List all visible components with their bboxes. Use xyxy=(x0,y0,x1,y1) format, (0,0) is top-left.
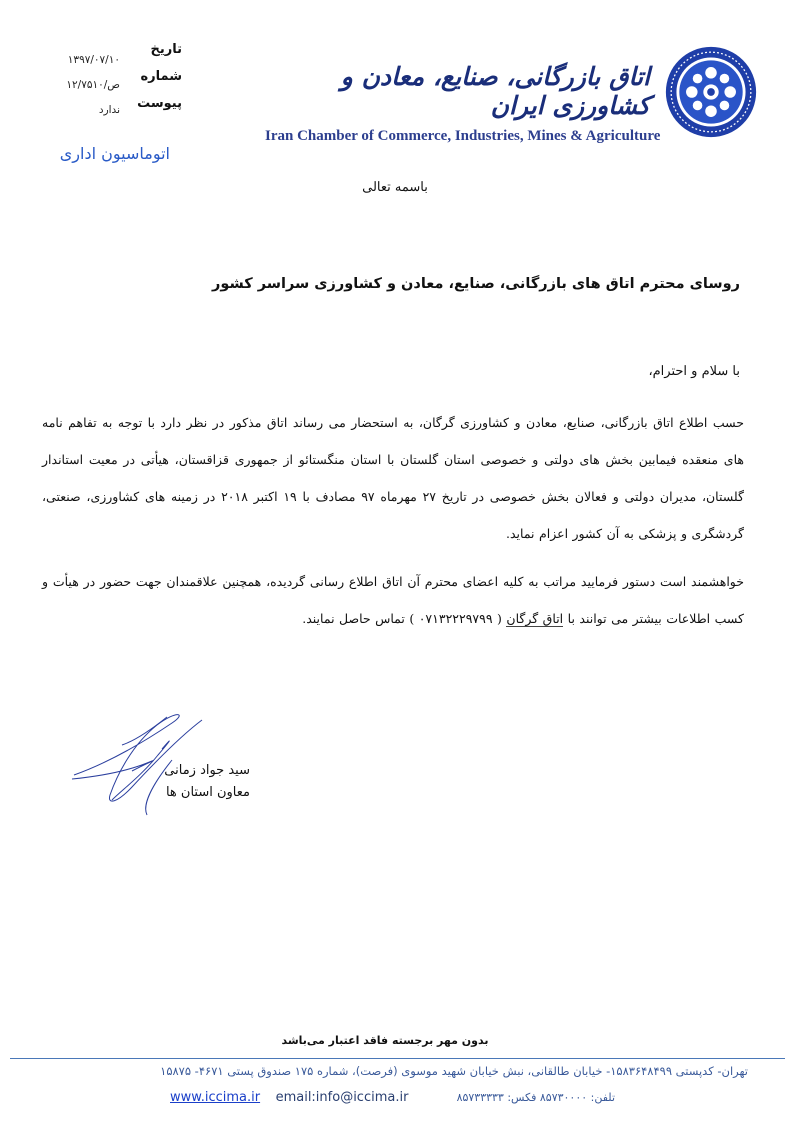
signer-title: معاون استان ها xyxy=(165,785,250,800)
stamp-validity-note: بدون مهر برجسته فاقد اعتبار می‌باشد xyxy=(281,1034,489,1047)
date-value: ۱۳۹۷/۰۷/۱۰ xyxy=(67,54,120,66)
signer-block xyxy=(100,760,250,804)
org-name-english: Iran Chamber of Commerce, Industries, Mines & Agriculture xyxy=(265,128,661,144)
bismillah: باسمه تعالی xyxy=(362,180,428,195)
greeting: با سلام و احترام، xyxy=(648,364,740,379)
number-label: شماره xyxy=(140,69,182,84)
footer-contacts xyxy=(150,1090,615,1105)
attachment-value: ندارد xyxy=(98,104,120,116)
automation-label: اتوماسیون اداری xyxy=(59,144,170,163)
body-paragraph-1: حسب اطلاع اتاق بازرگانی، صنایع، معادن و کشاورزی گرگان، به استحضار می رساند اتاق مذکور در نظر دارد با توجه به تفاهم نامه های منعقده فیمابین بخش های دولتی و خصوصی استان گلستان با استان منگستائو از جمهوری قزاقستان، هیأتی در معیت استاندار گلستان، مدیران دولتی و فعالان بخش خصوصی در تاریخ ۲۷ مهرماه ۹۷ مصادف با ۱۹ اکتبر ۲۰۱۸ در زمینه های کشاورزی، صنعتی، گردشگری و پزشکی به آن کشور اعزام نماید. xyxy=(42,415,745,541)
email-text: email:info@iccima.ir xyxy=(275,1090,409,1105)
letter-meta-values xyxy=(40,48,120,123)
body-paragraph-2 xyxy=(42,563,744,637)
number-value: ۱۲/۷۵۱۰/ص xyxy=(66,79,120,91)
signer-name: سید جواد زمانی xyxy=(164,763,250,778)
highlighted-chamber-name: اتاق گرگان xyxy=(506,611,564,626)
date-label: تاریخ xyxy=(150,42,182,57)
website-link[interactable]: www.iccima.ir xyxy=(170,1090,261,1105)
paragraph-2-text: خواهشمند است دستور فرمایید مراتب به کلیه اعضای محترم آن اتاق اطلاع رسانی گردیده، همچنین علاقمندان جهت حضور در هیأت و کسب اطلاعات بیشتر می توانند با xyxy=(42,574,744,626)
footer-address: تهران- کدپستی ۱۵۸۳۶۴۸۴۹۹- خیابان طالقانی، نبش خیابان شهید موسوی (فرصت)، شماره ۱۷۵ صندوق پستی ۴۶۷۱- ۱۵۸۷۵ xyxy=(160,1064,748,1078)
letter-recipient: روسای محترم اتاق های بازرگانی، صنایع، معادن و کشاورزی سراسر کشور xyxy=(212,276,740,292)
paragraph-2-contact: ( ۰۷۱۳۲۲۲۹۷۹۹ ) تماس حاصل نمایند. xyxy=(302,611,502,626)
org-name-persian: اتاق بازرگانی، صنایع، معادن و کشاورزی ایران xyxy=(340,62,650,120)
attachment-label: پیوست xyxy=(137,96,182,111)
iccima-emblem-icon xyxy=(663,44,759,140)
phone-fax: تلفن: ۸۵۷۳۰۰۰۰ فکس: ۸۵۷۳۳۳۳۳ xyxy=(456,1091,615,1104)
footer-divider xyxy=(10,1058,785,1059)
